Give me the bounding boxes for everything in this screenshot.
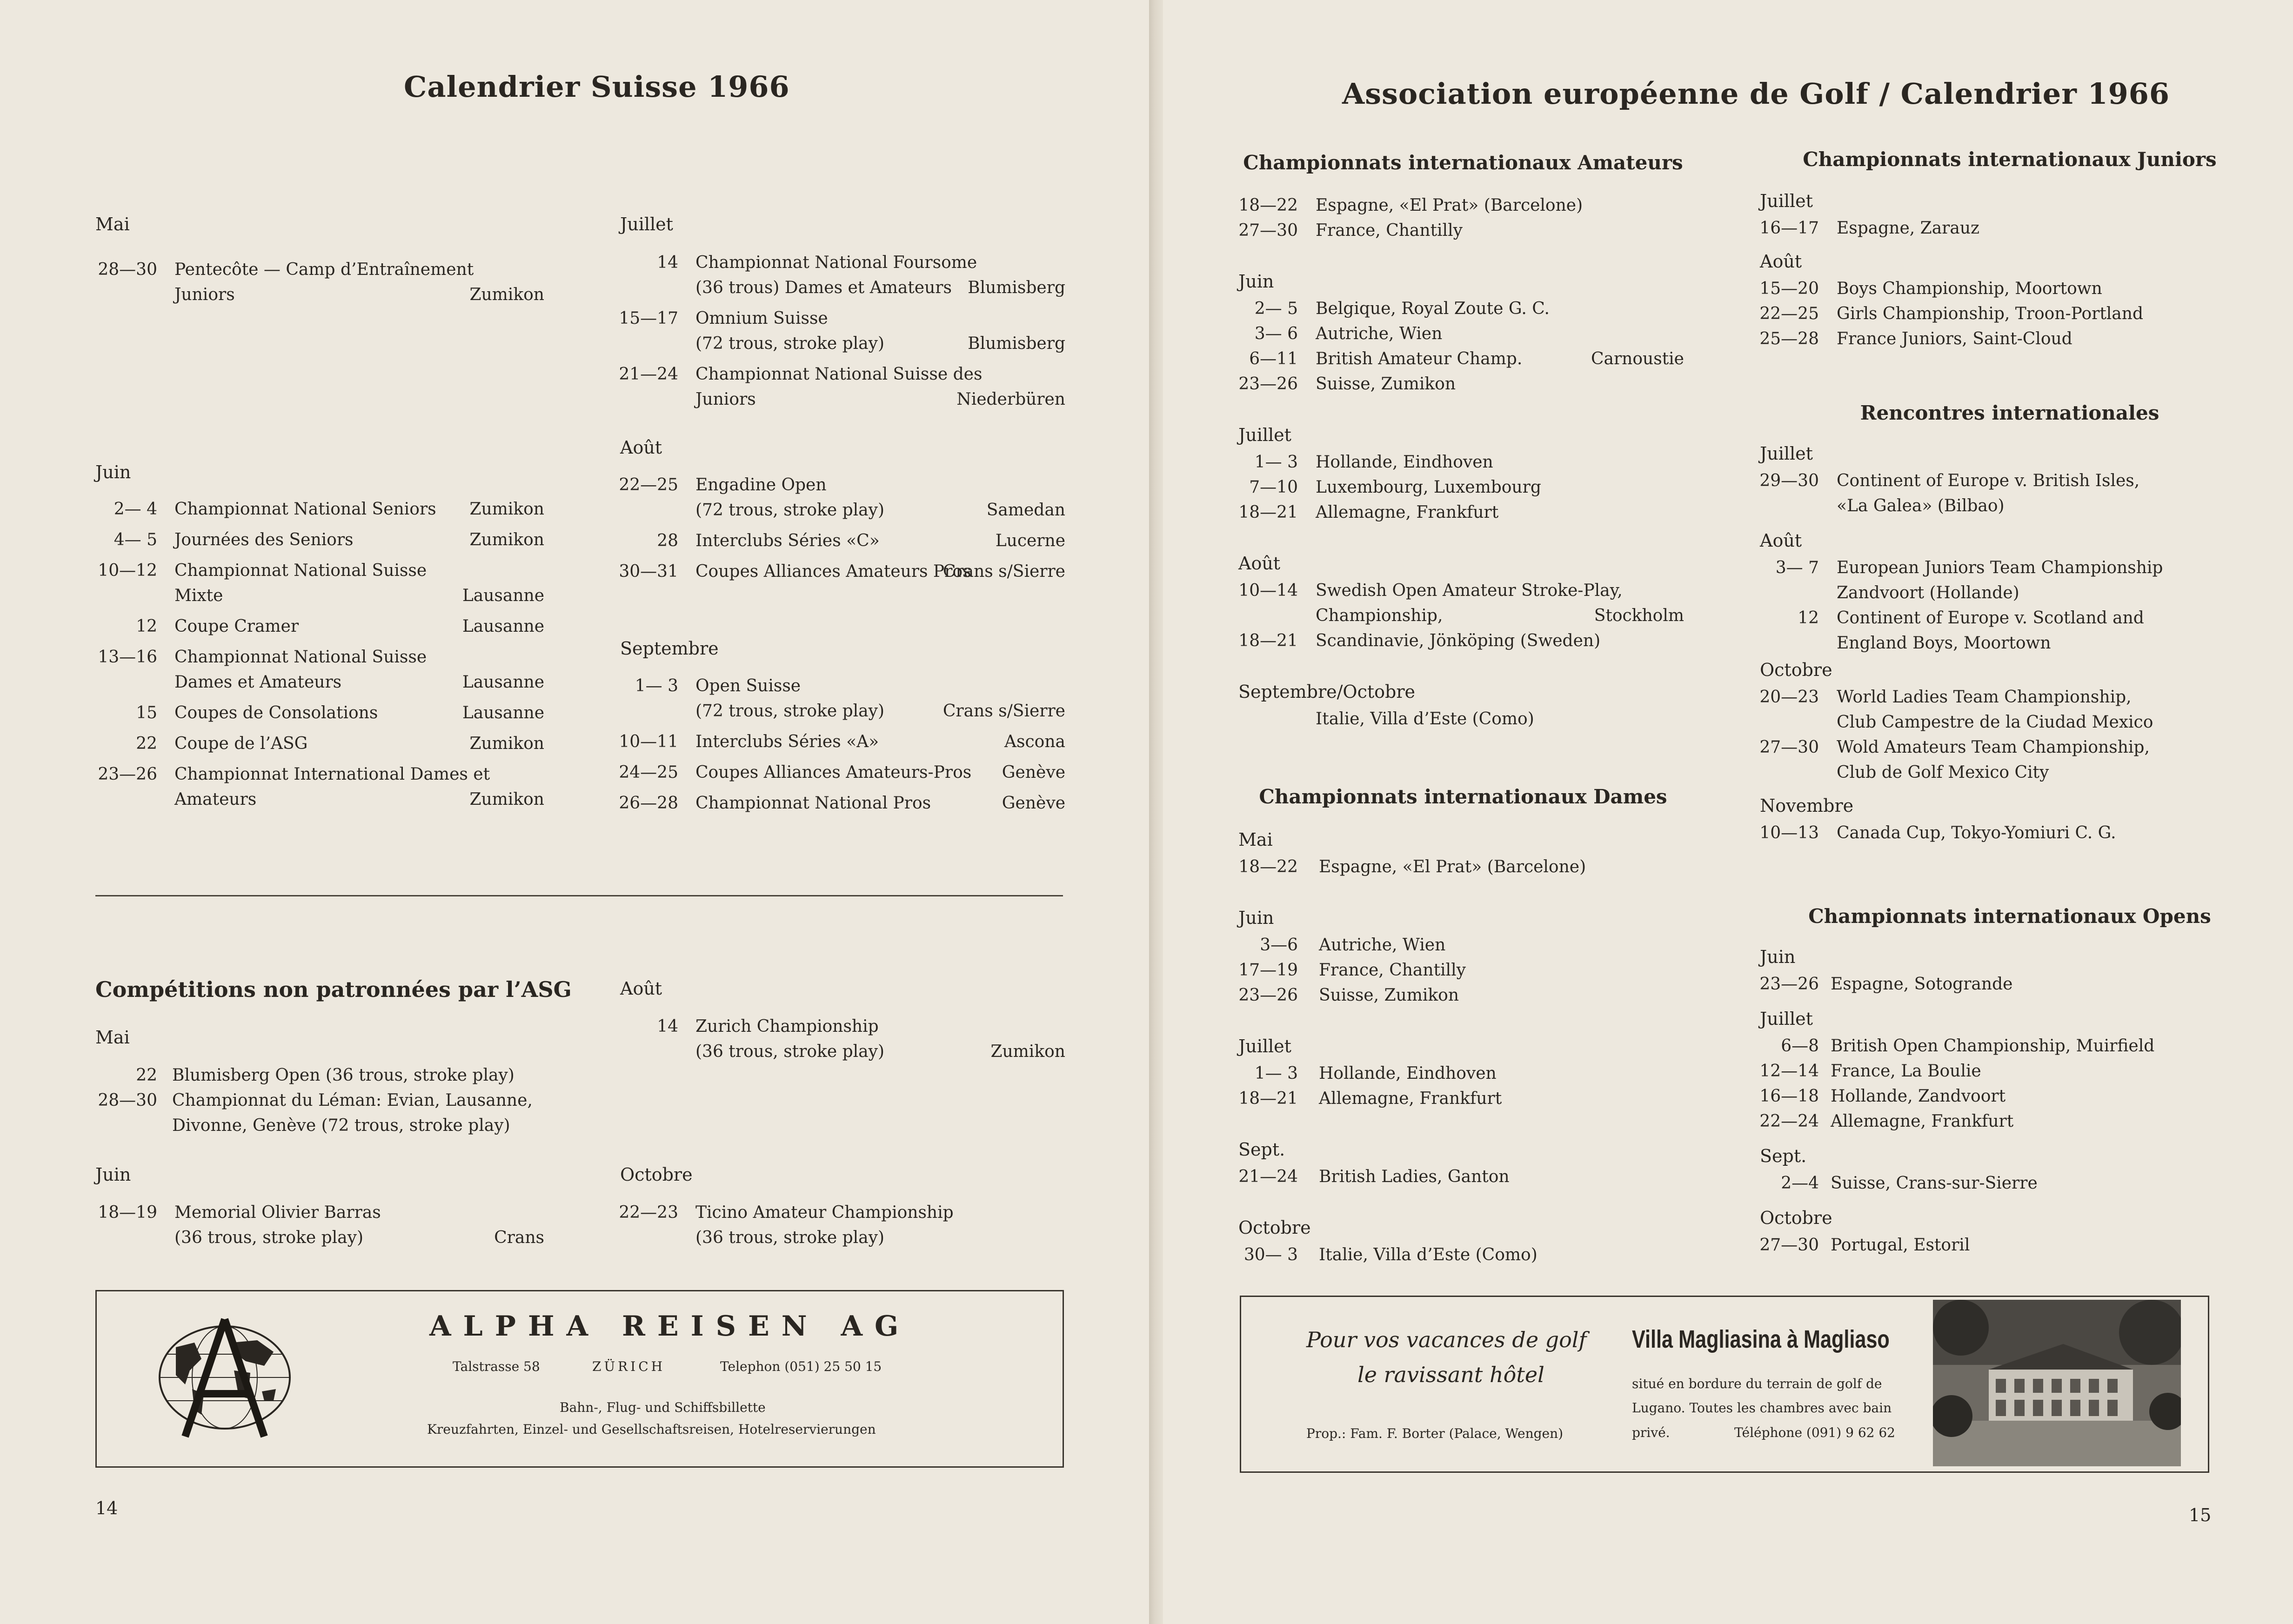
page-title-right: Association européenne de Golf / Calendrier 1966 [1342, 77, 2170, 111]
event-subtitle: Mixte [174, 586, 223, 605]
event-place: Zumikon [469, 285, 544, 304]
ad-city: ZÜRICH [592, 1359, 666, 1374]
event-dates: 17—19 [1238, 961, 1298, 980]
event-dates: 15—20 [1759, 279, 1819, 298]
ad-proprietor: Prop.: Fam. F. Borter (Palace, Wengen) [1306, 1426, 1564, 1441]
event-title: France Juniors, Saint-Cloud [1837, 329, 2072, 348]
month-label: Novembre [1760, 795, 1854, 816]
event-place: Crans s/Sierre [943, 702, 1065, 721]
event-title: Wold Amateurs Team Championship, [1837, 738, 2150, 757]
event-subtitle: Amateurs [174, 790, 257, 809]
event-title: Scandinavie, Jönköping (Sweden) [1316, 631, 1601, 650]
alpha-reisen-ad [95, 1290, 1064, 1468]
event-place: Genève [1002, 794, 1065, 813]
event-dates: 27—30 [1759, 1236, 1819, 1255]
section-divider [95, 895, 1063, 896]
event-subtitle: «La Galea» (Bilbao) [1837, 496, 2005, 515]
ad-phone: Telephon (051) 25 50 15 [720, 1359, 882, 1374]
globe-logo-icon [157, 1315, 292, 1440]
np-month-octobre: Octobre [620, 1164, 693, 1185]
event-title: British Open Championship, Muirfield [1831, 1036, 2155, 1056]
event-title: Championnat National Foursome [695, 253, 977, 272]
event-title: Espagne, «El Prat» (Barcelone) [1319, 857, 1586, 876]
event-dates: 1— 3 [635, 676, 678, 695]
event-title: Canada Cup, Tokyo-Yomiuri C. G. [1837, 823, 2116, 842]
event-title: Championnat National Suisse des [695, 365, 983, 384]
event-dates: 2— 5 [1254, 299, 1298, 318]
event-place: Zumikon [990, 1042, 1065, 1061]
event-title: Allemagne, Frankfurt [1316, 503, 1499, 522]
event-title: Hollande, Zandvoort [1831, 1087, 2006, 1106]
month-label: Sept. [1238, 1139, 1285, 1160]
event-dates: 18—19 [98, 1203, 157, 1222]
month-label: Sept. [1760, 1146, 1807, 1166]
event-title: Coupe de l’ASG [174, 734, 308, 753]
event-dates: 22—23 [619, 1203, 678, 1222]
event-title: Interclubs Séries «C» [695, 531, 880, 550]
event-subtitle: (36 trous) Dames et Amateurs [695, 278, 952, 297]
month-label: Juin [1238, 271, 1274, 292]
event-place: Carnoustie [1591, 349, 1684, 368]
event-title: Swedish Open Amateur Stroke-Play, [1316, 581, 1623, 600]
event-place: Blumisberg [968, 334, 1065, 353]
event-title: Suisse, Zumikon [1316, 374, 1456, 394]
event-title: Espagne, Sotogrande [1831, 975, 2013, 994]
month-label-septembre: Septembre [620, 638, 719, 659]
event-title: Engadine Open [695, 475, 827, 495]
event-title: Coupes Alliances Amateurs-Pros [695, 763, 972, 782]
event-title: France, La Boulie [1831, 1062, 1981, 1081]
event-place: Niederbüren [956, 390, 1065, 409]
event-dates: 3—6 [1260, 936, 1298, 955]
event-place: Samedan [986, 501, 1065, 520]
event-dates: 28 [657, 531, 678, 550]
event-title: Italie, Villa d’Este (Como) [1319, 1245, 1538, 1264]
book-gutter [1149, 0, 1163, 1624]
event-dates: 21—24 [619, 365, 678, 384]
event-title: Espagne, Zarauz [1837, 219, 1979, 238]
event-dates: 28—30 [98, 260, 157, 279]
event-place: Lausanne [462, 703, 544, 722]
event-title: Autriche, Wien [1316, 324, 1443, 343]
ad-company-name: ALPHA REISEN AG [429, 1310, 911, 1343]
event-dates: 10—14 [1238, 581, 1298, 600]
event-dates: 25—28 [1759, 329, 1819, 348]
event-title: Allemagne, Frankfurt [1319, 1089, 1502, 1108]
event-title: Boys Championship, Moortown [1837, 279, 2102, 298]
section-heading: Championnats internationaux Dames [1259, 785, 1667, 808]
ad-desc-1: situé en bordure du terrain de golf de [1632, 1376, 1882, 1391]
np-month-mai: Mai [95, 1027, 130, 1048]
event-title: Girls Championship, Troon-Portland [1837, 304, 2144, 323]
event-dates: 10—11 [619, 732, 678, 751]
event-place: Crans [494, 1228, 544, 1247]
month-label: Octobre [1760, 660, 1832, 680]
event-dates: 18—22 [1238, 857, 1298, 876]
event-place: Crans s/Sierre [943, 562, 1065, 581]
event-title: Ticino Amateur Championship [695, 1203, 954, 1222]
page-title-left: Calendrier Suisse 1966 [404, 70, 790, 104]
event-title: Allemagne, Frankfurt [1831, 1112, 2014, 1131]
event-dates: 12 [1798, 608, 1819, 628]
event-place: Zumikon [469, 734, 544, 753]
event-dates: 2—4 [1781, 1174, 1819, 1193]
month-label: Octobre [1238, 1217, 1311, 1238]
event-subtitle: (72 trous, stroke play) [695, 501, 884, 520]
event-title: Championnat National Seniors [174, 500, 436, 519]
event-dates: 27—30 [1759, 738, 1819, 757]
event-place: Zumikon [469, 500, 544, 519]
event-dates: 1— 3 [1254, 453, 1298, 472]
event-place: Lausanne [462, 617, 544, 636]
event-dates: 10—13 [1759, 823, 1819, 842]
event-dates: 2— 4 [114, 500, 157, 519]
month-label: Août [1760, 530, 1802, 551]
event-title: Coupes de Consolations [174, 703, 378, 722]
np-month-aout: Août [620, 978, 662, 999]
event-title: Omnium Suisse [695, 309, 828, 328]
event-subtitle: Championship, [1316, 606, 1443, 625]
hotel-photo-image [1933, 1300, 2181, 1466]
month-label-juillet: Juillet [620, 214, 673, 234]
event-dates: 16—17 [1759, 219, 1819, 238]
event-title: France, Chantilly [1319, 961, 1466, 980]
event-title: Suisse, Crans-sur-Sierre [1831, 1174, 2038, 1193]
month-label: Juin [1238, 908, 1274, 928]
event-subtitle: (36 trous, stroke play) [174, 1228, 363, 1247]
month-label: Juillet [1760, 191, 1813, 211]
month-label-mai: Mai [95, 214, 130, 234]
month-label: Juillet [1760, 1009, 1813, 1029]
event-dates: 18—22 [1238, 196, 1298, 215]
event-dates: 23—26 [1238, 374, 1298, 394]
month-label: Juin [1760, 947, 1796, 967]
event-title: Interclubs Séries «A» [695, 732, 879, 751]
event-title: Continent of Europe v. Scotland and [1837, 608, 2144, 628]
event-dates: 15 [136, 703, 157, 722]
section-heading: Championnats internationaux Amateurs [1243, 151, 1683, 174]
event-place: Zumikon [469, 530, 544, 549]
event-title: Coupe Cramer [174, 617, 299, 636]
ad-line-services: Kreuzfahrten, Einzel- und Gesellschaftsreisen, Hotelreservierungen [427, 1422, 876, 1437]
event-dates: 29—30 [1759, 471, 1819, 490]
event-place: Stockholm [1594, 606, 1684, 625]
ad-tagline-2: le ravissant hôtel [1357, 1362, 1544, 1387]
ad-hotel-name: Villa Magliasina à Magliaso [1632, 1325, 1890, 1353]
event-dates: 3— 6 [1254, 324, 1298, 343]
ad-line-tickets: Bahn-, Flug- und Schiffsbillette [560, 1400, 766, 1415]
event-subtitle: Juniors [174, 285, 235, 304]
event-subtitle: Zandvoort (Hollande) [1837, 583, 2019, 602]
month-label: Mai [1238, 829, 1273, 850]
event-title: France, Chantilly [1316, 221, 1463, 240]
event-dates: 22—24 [1759, 1112, 1819, 1131]
event-subtitle: Divonne, Genève (72 trous, stroke play) [172, 1116, 510, 1135]
event-title: World Ladies Team Championship, [1837, 688, 2132, 707]
event-title: Pentecôte — Camp d’Entraînement [174, 260, 474, 279]
month-label: Juillet [1238, 1036, 1291, 1056]
event-dates: 28—30 [98, 1091, 157, 1110]
ad-desc-3: privé. [1632, 1425, 1670, 1440]
event-place: Zumikon [469, 790, 544, 809]
event-dates: 26—28 [619, 794, 678, 813]
ad-phone-villa: Téléphone (091) 9 62 62 [1734, 1425, 1895, 1440]
event-dates: 22 [136, 1066, 157, 1085]
event-dates: 3— 7 [1775, 558, 1819, 577]
section-heading: Championnats internationaux Opens [1808, 905, 2211, 928]
event-title: Belgique, Royal Zoute G. C. [1316, 299, 1550, 318]
event-dates: 23—26 [1238, 986, 1298, 1005]
month-label: Octobre [1760, 1208, 1832, 1228]
event-dates: 4— 5 [114, 530, 157, 549]
event-dates: 12 [136, 617, 157, 636]
villa-magliasina-ad [1240, 1296, 2209, 1473]
event-title: Luxembourg, Luxembourg [1316, 478, 1541, 497]
event-title: Italie, Villa d’Este (Como) [1316, 709, 1534, 728]
event-title: Championnat National Suisse [174, 648, 427, 667]
event-dates: 13—16 [98, 648, 157, 667]
event-title: Espagne, «El Prat» (Barcelone) [1316, 196, 1583, 215]
page-number-right: 15 [2189, 1505, 2212, 1525]
event-dates: 16—18 [1759, 1087, 1819, 1106]
event-subtitle: England Boys, Moortown [1837, 634, 2051, 653]
event-title: Autriche, Wien [1319, 936, 1446, 955]
event-title: Championnat National Pros [695, 794, 931, 813]
event-dates: 30— 3 [1243, 1245, 1298, 1264]
event-dates: 22—25 [1759, 304, 1819, 323]
event-title: Coupes Alliances Amateurs Pros [695, 562, 971, 581]
event-dates: 1— 3 [1254, 1064, 1298, 1083]
event-place: Lausanne [462, 586, 544, 605]
event-dates: 18—21 [1238, 631, 1298, 650]
event-dates: 23—26 [1759, 975, 1819, 994]
event-title: Hollande, Eindhoven [1319, 1064, 1497, 1083]
event-title: Suisse, Zumikon [1319, 986, 1459, 1005]
event-dates: 7—10 [1249, 478, 1298, 497]
section-heading: Championnats internationaux Juniors [1803, 148, 2217, 171]
event-subtitle: (72 trous, stroke play) [695, 334, 884, 353]
event-dates: 20—23 [1759, 688, 1819, 707]
event-title: Continent of Europe v. British Isles, [1837, 471, 2140, 490]
event-subtitle: Juniors [695, 390, 756, 409]
event-title: British Ladies, Ganton [1319, 1167, 1510, 1186]
event-dates: 12—14 [1759, 1062, 1819, 1081]
event-dates: 6—8 [1781, 1036, 1819, 1056]
event-subtitle: (36 trous, stroke play) [695, 1228, 884, 1247]
event-place: Lucerne [995, 531, 1065, 550]
event-title: British Amateur Champ. [1316, 349, 1523, 368]
month-label: Juillet [1238, 425, 1291, 445]
event-dates: 30—31 [619, 562, 678, 581]
event-dates: 18—21 [1238, 503, 1298, 522]
event-title: Zurich Championship [695, 1017, 879, 1036]
event-title: Blumisberg Open (36 trous, stroke play) [172, 1066, 515, 1085]
month-label: Août [1760, 251, 1802, 272]
event-dates: 22 [136, 734, 157, 753]
section-heading: Rencontres internationales [1860, 401, 2159, 424]
event-dates: 10—12 [98, 561, 157, 580]
event-dates: 18—21 [1238, 1089, 1298, 1108]
np-month-juin: Juin [95, 1164, 131, 1185]
event-subtitle: Club Campestre de la Ciudad Mexico [1837, 713, 2153, 732]
ad-tagline-1: Pour vos vacances de golf [1306, 1327, 1587, 1352]
event-title: Championnat du Léman: Evian, Lausanne, [172, 1091, 533, 1110]
event-dates: 22—25 [619, 475, 678, 495]
month-label: Août [1238, 553, 1281, 574]
month-label-juin: Juin [95, 462, 131, 482]
event-dates: 27—30 [1238, 221, 1298, 240]
event-dates: 23—26 [98, 765, 157, 784]
event-place: Genève [1002, 763, 1065, 782]
event-title: Championnat National Suisse [174, 561, 427, 580]
event-place: Ascona [1004, 732, 1065, 751]
event-dates: 24—25 [619, 763, 678, 782]
event-place: Lausanne [462, 673, 544, 692]
ad-address: Talstrasse 58 [453, 1359, 540, 1374]
event-dates: 15—17 [619, 309, 678, 328]
event-place: Blumisberg [968, 278, 1065, 297]
event-title: Championnat International Dames et [174, 765, 490, 784]
page-number-left: 14 [95, 1498, 118, 1518]
event-subtitle: (72 trous, stroke play) [695, 702, 884, 721]
event-title: Journées des Seniors [174, 530, 354, 549]
non-patronnees-title: Compétitions non patronnées par l’ASG [95, 977, 572, 1002]
event-dates: 14 [657, 253, 678, 272]
ad-desc-2: Lugano. Toutes les chambres avec bain [1632, 1400, 1892, 1416]
month-label: Septembre/Octobre [1238, 682, 1415, 702]
event-subtitle: (36 trous, stroke play) [695, 1042, 884, 1061]
event-title: Open Suisse [695, 676, 801, 695]
event-dates: 14 [657, 1017, 678, 1036]
event-title: European Juniors Team Championship [1837, 558, 2163, 577]
event-subtitle: Club de Golf Mexico City [1837, 763, 2049, 782]
month-label: Juillet [1760, 443, 1813, 464]
event-dates: 6—11 [1249, 349, 1298, 368]
event-subtitle: Dames et Amateurs [174, 673, 342, 692]
event-title: Portugal, Estoril [1831, 1236, 1970, 1255]
event-title: Hollande, Eindhoven [1316, 453, 1493, 472]
event-title: Memorial Olivier Barras [174, 1203, 381, 1222]
month-label-aout: Août [620, 437, 662, 458]
event-dates: 21—24 [1238, 1167, 1298, 1186]
